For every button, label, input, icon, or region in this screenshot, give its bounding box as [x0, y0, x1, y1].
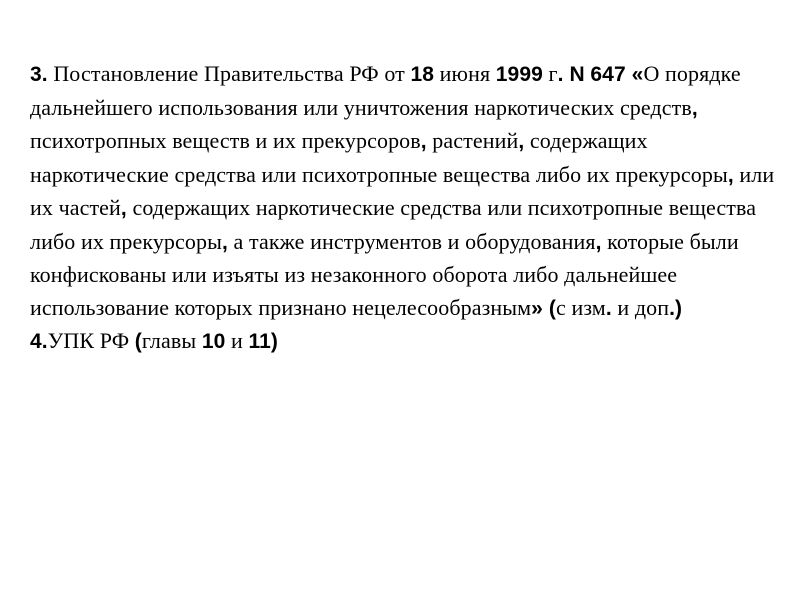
- document-title-part: содержащих наркотические средства или психотропные вещества либо их прекурсоры: [30, 128, 728, 187]
- and-word: и: [225, 328, 249, 353]
- item-number: 4.: [30, 330, 48, 353]
- comma: ,: [221, 230, 228, 254]
- reference-item-4: [30, 325, 780, 359]
- document-number: 647: [590, 63, 626, 86]
- chapter-number: 11): [248, 330, 278, 353]
- code-name: УПК РФ: [47, 328, 135, 353]
- document-title-part: а также инструментов и оборудования: [227, 228, 596, 254]
- close-paren: .): [669, 296, 683, 320]
- document-title-part: которые были конфискованы или изъяты из незаконного оборота либо дальнейшее использование которых признано нецелесообразным: [30, 228, 739, 320]
- item-number: 3.: [30, 63, 48, 86]
- comma: ,: [120, 197, 127, 220]
- amendment-note: с изм: [555, 294, 606, 320]
- document-title-part: растений: [426, 128, 519, 153]
- chapters-label: главы: [141, 328, 202, 353]
- date-year: 1999: [495, 63, 543, 86]
- legal-references-text: [30, 58, 780, 359]
- document-title-part: содержащих наркотические средства или психотропные вещества либо их прекурсоры: [30, 195, 757, 254]
- dot: .: [605, 296, 612, 320]
- amendment-note: и доп: [611, 294, 670, 320]
- document-title-part: психотропных веществ и их прекурсоров: [30, 128, 421, 153]
- date-day: 18: [410, 63, 435, 86]
- item-text: Постановление Правительства РФ от: [47, 61, 411, 86]
- reference-item-3: [30, 58, 780, 325]
- open-quote: «: [625, 63, 644, 86]
- comma: ,: [691, 96, 698, 120]
- open-paren: (: [134, 330, 142, 353]
- document-title-part: О порядке дальнейшего использования или уничтожения наркотических средств: [30, 61, 741, 120]
- close-quote: » (: [531, 296, 556, 320]
- document-title-part: или их частей: [30, 161, 775, 220]
- comma: ,: [595, 230, 602, 254]
- comma: ,: [727, 163, 734, 187]
- year-suffix: г: [542, 61, 558, 86]
- number-label: . N: [557, 63, 585, 86]
- date-month: июня: [434, 61, 496, 86]
- comma: ,: [420, 130, 427, 153]
- comma: ,: [518, 130, 525, 153]
- chapter-number: 10: [201, 330, 226, 353]
